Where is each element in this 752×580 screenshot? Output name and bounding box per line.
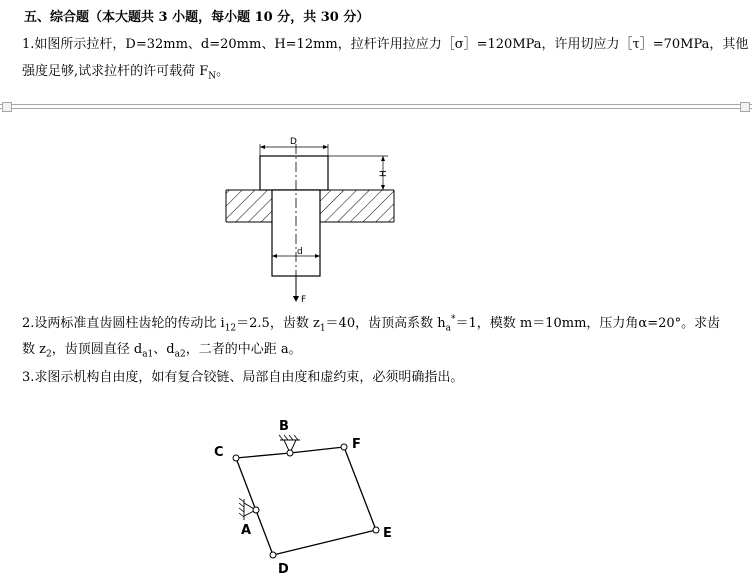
q2-text: ＝2.5，齿数 z	[236, 316, 320, 331]
section-heading: 五、综合题（本大题共 3 小题，每小题 10 分，共 30 分）	[24, 10, 370, 25]
link-DC	[236, 458, 273, 555]
joint-E	[373, 527, 379, 533]
question-2-line-1	[22, 312, 720, 334]
q1-text: 强度足够,试求拉杆的许可载荷 F	[22, 64, 209, 79]
label-D: D	[278, 562, 289, 577]
label-F: F	[301, 295, 307, 305]
label-B: B	[279, 419, 289, 434]
q2-text: ，二者的中心距 a。	[185, 342, 302, 357]
q2-text: 、d	[153, 342, 175, 357]
label-E: E	[383, 526, 392, 541]
q2-text: ，齿顶圆直径 d	[51, 342, 143, 357]
separator-marker-left	[2, 102, 12, 112]
question-1-line-1: 1.如图所示拉杆，D=32mm、d=20mm、H=12mm，拉杆许用拉应力［σ］=120MPa，许用切应力［τ］=70MPa，其他	[22, 37, 749, 52]
label-D: D	[290, 137, 297, 147]
joint-A	[253, 507, 259, 513]
question-3: 3.求图示机构自由度，如有复合铰链、局部自由度和虚约束，必须明确指出。	[22, 370, 464, 385]
joint-D	[270, 552, 276, 558]
q2-sup: *	[450, 314, 456, 325]
q2-sub: a1	[142, 349, 154, 360]
label-C: C	[214, 445, 224, 460]
q2-text: ＝1，模数 m＝10mm，压力角α=20°。求齿	[455, 316, 721, 331]
q1-subscript: N	[208, 71, 217, 82]
q2-sub: 2	[45, 349, 52, 360]
q2-sub: 1	[319, 323, 326, 334]
q2-text: ＝40，齿顶高系数 h	[325, 316, 446, 331]
question-1-line-2	[22, 60, 229, 82]
link-CB	[236, 453, 290, 458]
q2-text: 2.设两标准直齿圆柱齿轮的传动比 i	[22, 316, 225, 331]
separator-marker-right	[740, 102, 750, 112]
label-F: F	[352, 437, 361, 452]
joint-C	[233, 455, 239, 461]
link-BF	[290, 447, 344, 453]
page-separator	[0, 104, 752, 112]
pull-rod-figure	[200, 130, 410, 310]
question-2-line-2	[22, 338, 302, 360]
joint-B	[287, 450, 293, 456]
q2-sub: a2	[174, 349, 186, 360]
rod-head	[260, 156, 328, 190]
label-H: H	[379, 170, 389, 177]
label-d: d	[297, 247, 303, 257]
q2-sub: 12	[224, 323, 237, 334]
q2-sub: a	[445, 323, 451, 334]
label-A: A	[241, 523, 252, 538]
link-ED	[273, 530, 376, 555]
mechanism-figure	[200, 410, 420, 580]
joint-F	[341, 444, 347, 450]
q2-text: 数 z	[22, 342, 46, 357]
q1-text-end: 。	[216, 64, 230, 79]
link-FE	[344, 447, 376, 530]
